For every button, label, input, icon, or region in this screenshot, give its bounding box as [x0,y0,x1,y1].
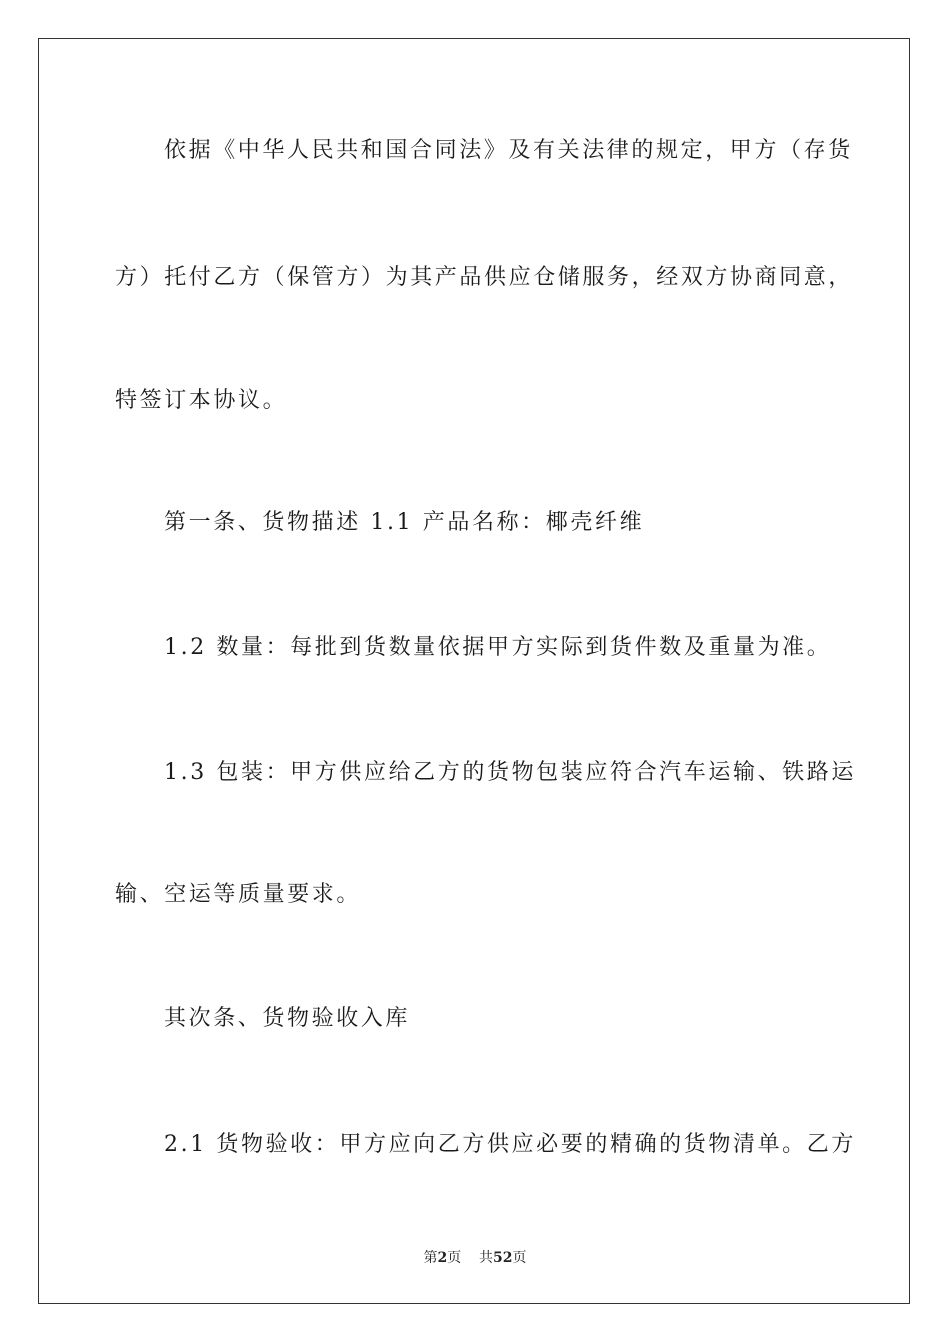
paragraph-line: 依据《中华人民共和国合同法》及有关法律的规定，甲方（存货 [164,138,853,163]
paragraph-line: 方）托付乙方（保管方）为其产品供应仓储服务，经双方协商同意， [115,265,854,290]
paragraph-line: 2.1 货物验收：甲方应向乙方供应必要的精确的货物清单。乙方 [164,1132,856,1157]
page-border [38,38,910,1304]
paragraph-line: 1.2 数量：每批到货数量依据甲方实际到货件数及重量为准。 [164,635,832,660]
footer-total-suffix: 页 [512,1250,527,1266]
page-footer [0,1247,950,1267]
footer-page-number: 2 [437,1250,448,1266]
section-heading-line: 其次条、货物验收入库 [164,1006,411,1031]
section-heading-line: 第一条、货物描述 1.1 产品名称：椰壳纤维 [164,510,645,535]
paragraph-line: 1.3 包装：甲方供应给乙方的货物包装应符合汽车运输、铁路运 [164,760,856,785]
footer-page-suffix: 页 [447,1250,462,1266]
paragraph-line: 特签订本协议。 [115,388,288,413]
footer-page-prefix: 第 [423,1250,438,1266]
paragraph-line: 输、空运等质量要求。 [115,882,362,907]
footer-total-prefix: 共 [479,1250,494,1266]
footer-total-pages: 52 [493,1250,513,1266]
